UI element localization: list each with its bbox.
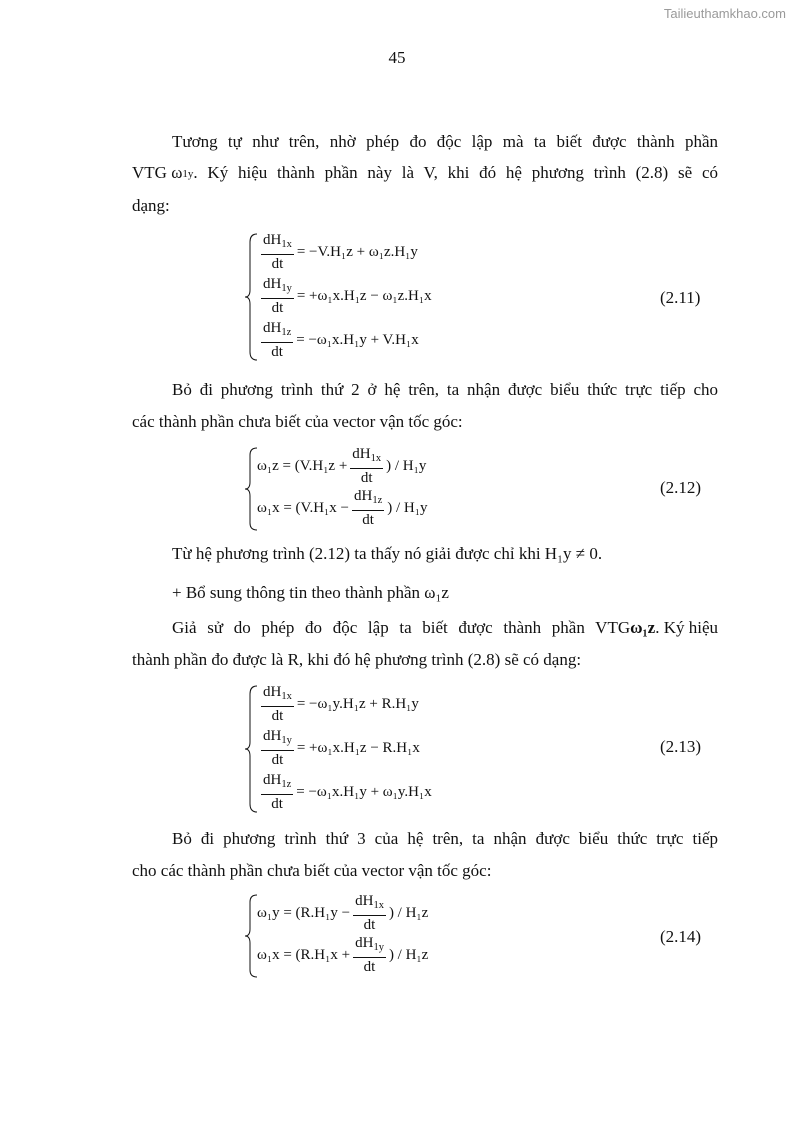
equation-system-2-13 [243,684,503,814]
derivative-fraction: $\frac{dH_{1y}}{dt}$ [355,935,384,975]
equation-system-2-11 [243,232,503,362]
derivative-fraction: $\frac{dH_{1z}}{dt}$ [263,320,292,360]
equation-2-11-row-3: $\frac{dH_{1z}}{dt}$ = −ω₁x.H₁y + V.H₁x [263,320,419,360]
equation-2-13-row-1: $\frac{dH_{1x}}{dt}$ = −ω₁y.H₁z + R.H₁y [263,684,419,724]
equation-number-2-11: (2.11) [660,288,701,307]
paragraph-2-line-1: Bỏ đi phương trình thứ 2 ở hệ trên, ta nhận được biểu thức trực tiếp cho [172,380,718,399]
paragraph-1-line-2-sub: 1y [182,168,194,180]
paragraph-1-line-3: dạng: [132,196,170,215]
equation-2-12-row-1: ω₁z = (V.H₁z + $\frac{dH_{1x}}{dt}$ ) / H₁y [257,446,427,486]
paragraph-1-line-2-a: VTG ω [132,163,183,182]
left-brace-icon [243,684,261,814]
equation-number-2-14: (2.14) [660,927,702,946]
paragraph-1-line-2-b: . Ký hiệu thành phần này là V, khi đó hệ phương trình (2.8) sẽ có [193,163,718,182]
derivative-fraction: $\frac{dH_{1x}}{dt}$ [263,232,292,272]
equation-2-11-row-2: $\frac{dH_{1y}}{dt}$ = +ω₁x.H₁z − ω₁z.H₁x [263,276,432,316]
derivative-fraction: $\frac{dH_{1y}}{dt}$ [263,728,292,768]
derivative-fraction: $\frac{dH_{1x}}{dt}$ [352,446,382,486]
equation-system-2-12 [243,446,503,532]
equation-number-2-12: (2.12) [660,478,702,497]
derivative-fraction: $\frac{dH_{1z}}{dt}$ [263,772,292,812]
equation-2-14-row-1: ω₁y = (R.H₁y − $\frac{dH_{1x}}{dt}$ ) / H₁z [257,893,429,933]
equation-2-12-row-2: ω₁x = (V.H₁x − $\frac{dH_{1z}}{dt}$ ) / H₁y [257,488,428,528]
derivative-fraction: $\frac{dH_{1x}}{dt}$ [263,684,292,724]
equation-2-13-row-2: $\frac{dH_{1y}}{dt}$ = +ω₁x.H₁z − R.H₁x [263,728,420,768]
page-number: 45 [388,48,406,67]
left-brace-icon [243,232,261,362]
paragraph-3-line-2: thành phần đo được là R, khi đó hệ phương trình (2.8) sẽ có dạng: [132,650,582,669]
equation-2-14-row-2: ω₁x = (R.H₁x + $\frac{dH_{1y}}{dt}$ ) / H₁z [257,935,429,975]
paragraph-2-line-2: các thành phần chưa biết của vector vận tốc góc: [132,412,463,431]
equation-system-2-14 [243,893,503,979]
paragraph-4-line-2: cho các thành phần chưa biết của vector vận tốc góc: [132,861,492,880]
derivative-fraction: $\frac{dH_{1z}}{dt}$ [353,488,383,528]
equation-number-2-13: (2.13) [660,737,702,756]
watermark: Tailieuthamkhao.com [663,6,786,21]
paragraph-3-line-1: Giả sử do phép đo độc lập ta biết được thành phần VTG ω₁z . Ký hiệu [172,618,718,637]
equation-2-11-row-1: $\frac{dH_{1x}}{dt}$ = −V.H₁z + ω₁z.H₁y [263,232,418,272]
solvability-condition: Từ hệ phương trình (2.12) ta thấy nó giải được chỉ khi H₁y ≠ 0. [172,544,603,563]
supplement-heading: + Bổ sung thông tin theo thành phần ω₁z [172,583,449,602]
paragraph-1-line-2 [132,163,718,183]
paragraph-4-line-1: Bỏ đi phương trình thứ 3 của hệ trên, ta nhận được biểu thức trực tiếp [172,829,718,848]
paragraph-1-line-1: Tương tự như trên, nhờ phép đo độc lập mà ta biết được thành phần [172,132,718,151]
derivative-fraction: $\frac{dH_{1x}}{dt}$ [355,893,384,933]
equation-2-13-row-3: $\frac{dH_{1z}}{dt}$ = −ω₁x.H₁y + ω₁y.H₁x [263,772,432,812]
derivative-fraction: $\frac{dH_{1y}}{dt}$ [263,276,292,316]
